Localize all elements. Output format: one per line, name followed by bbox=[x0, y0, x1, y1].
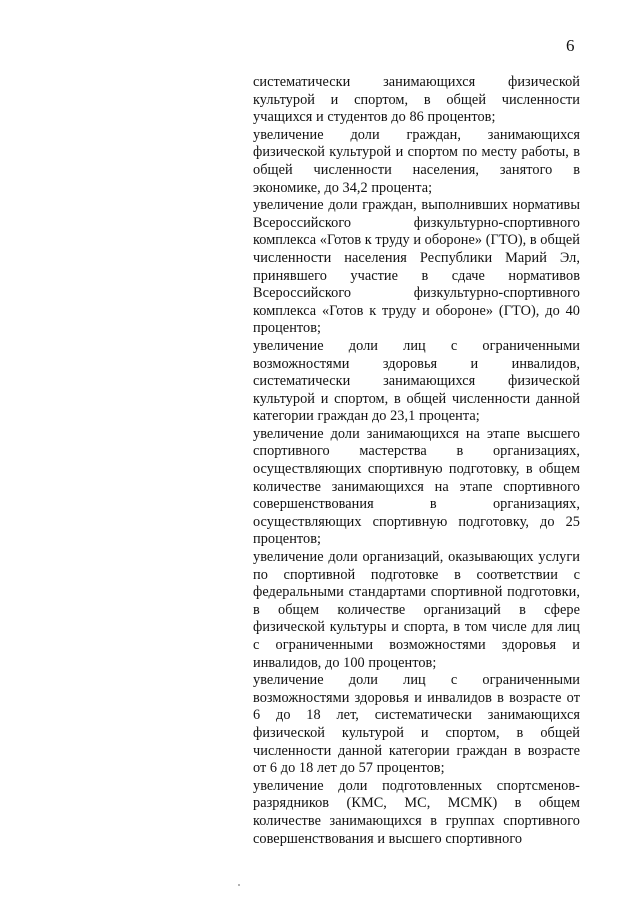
paragraph-disabled-persons: увеличение доли лиц с ограниченными возможностями здоровья и инвалидов, систематически занимающихся физической культурой и спортом, в общей численности данной категории граждан до 23,1 процента; bbox=[253, 337, 580, 425]
paragraph-youth-disabled: увеличение доли лиц с ограниченными возможностями здоровья и инвалидов в возрасте от 6 до 18 лет, систематически занимающихся физической культурой и спортом, в общей численности данной категории граждан в возрасте от 6 до 18 лет до 57 процентов; bbox=[253, 672, 580, 777]
paragraph-federal-standards: увеличение доли организаций, оказывающих услуги по спортивной подготовке в соответствии с федеральными стандартами спортивной подготовки, в общем количестве организаций в сфере физической культуры и спорта, в том числе для лиц с ограниченными возможностями здоровья и инвалидов, до 100 процентов; bbox=[253, 549, 580, 671]
scan-speck bbox=[238, 884, 240, 886]
paragraph-students: систематически занимающихся физической культурой и спортом, в общей численности учащихся и студентов до 86 процентов; bbox=[253, 74, 580, 126]
paragraph-ranked-athletes: увеличение доли подготовленных спортсменов-разрядников (КМС, МС, МСМК) в общем количестве занимающихся в группах спортивного совершенствования и высшего спортивного bbox=[253, 777, 580, 847]
paragraph-gto-standards: увеличение доли граждан, выполнивших нормативы Всероссийского физкультурно-спортивного комплекса «Готов к труду и обороне» (ГТО), в общей численности населения Республики Марий Эл, принявшего участие в сдаче нормативов Всероссийского физкультурно-спортивного комплекса «Готов к труду и обороне» (ГТО), до 40 процентов; bbox=[253, 197, 580, 337]
paragraph-high-mastery: увеличение доли занимающихся на этапе высшего спортивного мастерства в организациях, осуществляющих спортивную подготовку, в общем количестве занимающихся на этапе спортивного совершенствования в организациях, осуществляющих спортивную подготовку, до 25 процентов; bbox=[253, 425, 580, 548]
document-body bbox=[253, 74, 580, 848]
paragraph-workplace-sport: увеличение доли граждан, занимающихся физической культурой и спортом по месту работы, в общей численности населения, занятого в экономике, до 34,2 процента; bbox=[253, 126, 580, 196]
page-number: 6 bbox=[566, 36, 575, 55]
